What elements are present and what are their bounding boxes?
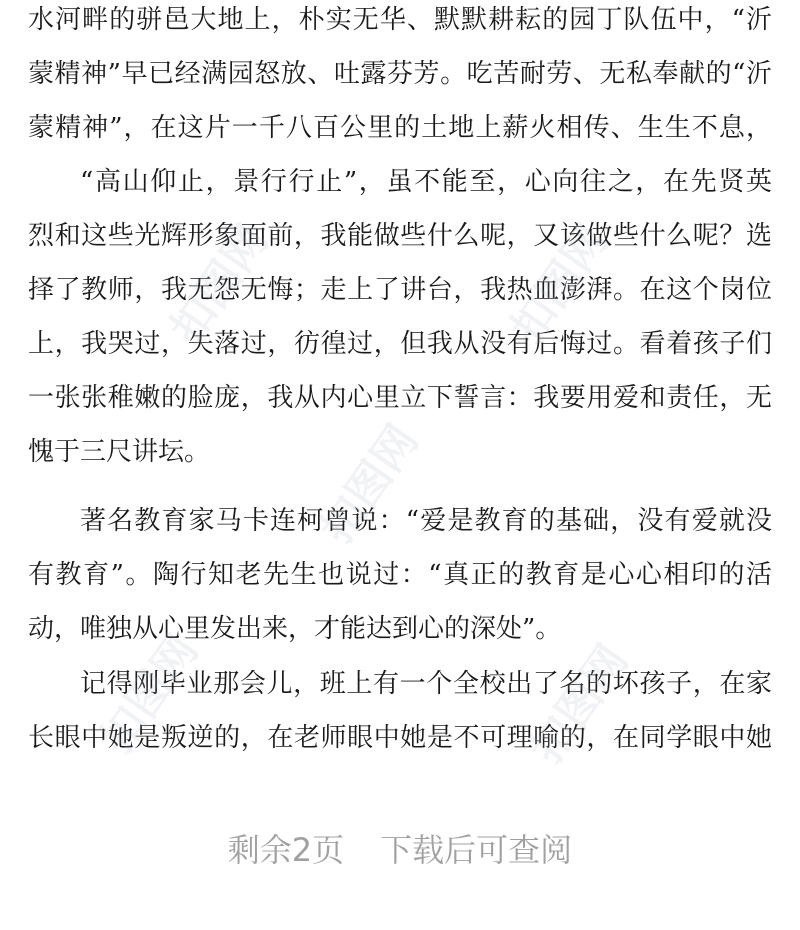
- paragraph-line: 一张张稚嫩的脸庞，我从内心里立下誓言：我要用爱和责任，无: [28, 383, 772, 413]
- paragraph-line: 动，唯独从心里发出来，才能达到心的深处”。: [28, 614, 562, 644]
- paragraph-line: 水河畔的骈邑大地上，朴实无华、默默耕耘的园丁队伍中，“沂: [28, 5, 772, 35]
- paragraph-line: 长眼中她是叛逆的，在老师眼中她是不可理喻的，在同学眼中她: [28, 723, 772, 753]
- watermark: 扣图网: [310, 415, 429, 554]
- paragraph-line: 记得刚毕业那会儿，班上有一个全校出了名的坏孩子，在家: [80, 669, 772, 699]
- remaining-pages-label: 剩余2页: [227, 831, 345, 869]
- paragraph-line: 有教育”。陶行知老先生也说过：“真正的教育是心心相印的活: [28, 560, 772, 590]
- watermark: 扣图网: [520, 635, 639, 774]
- watermark: 扣图网: [500, 215, 619, 354]
- paragraph-line: 上，我哭过，失落过，彷徨过，但我从没有后悔过。看着孩子们: [28, 329, 772, 359]
- paragraph-line: 愧于三尺讲坛。: [28, 437, 211, 467]
- paragraph-line: 烈和这些光辉形象面前，我能做些什么呢，又该做些什么呢？选: [28, 221, 772, 251]
- download-notice[interactable]: [0, 828, 800, 872]
- paragraph-line: 蒙精神”，在这片一千八百公里的土地上薪火相传、生生不息，: [28, 113, 772, 143]
- paragraph-line: “高山仰止，景行行止”，虽不能至，心向往之，在先贤英: [80, 167, 772, 197]
- watermark: 扣图网: [90, 625, 209, 764]
- download-to-view-label: 下载后可查阅: [380, 831, 573, 869]
- paragraph-line: 择了教师，我无怨无悔；走上了讲台，我热血澎湃。在这个岗位: [28, 275, 772, 305]
- paragraph-line: 蒙精神”早已经满园怒放、吐露芬芳。吃苦耐劳、无私奉献的“沂: [28, 59, 772, 89]
- paragraph-line: 著名教育家马卡连柯曾说：“爱是教育的基础，没有爱就没: [80, 506, 772, 536]
- watermark: 扣图网: [160, 215, 279, 354]
